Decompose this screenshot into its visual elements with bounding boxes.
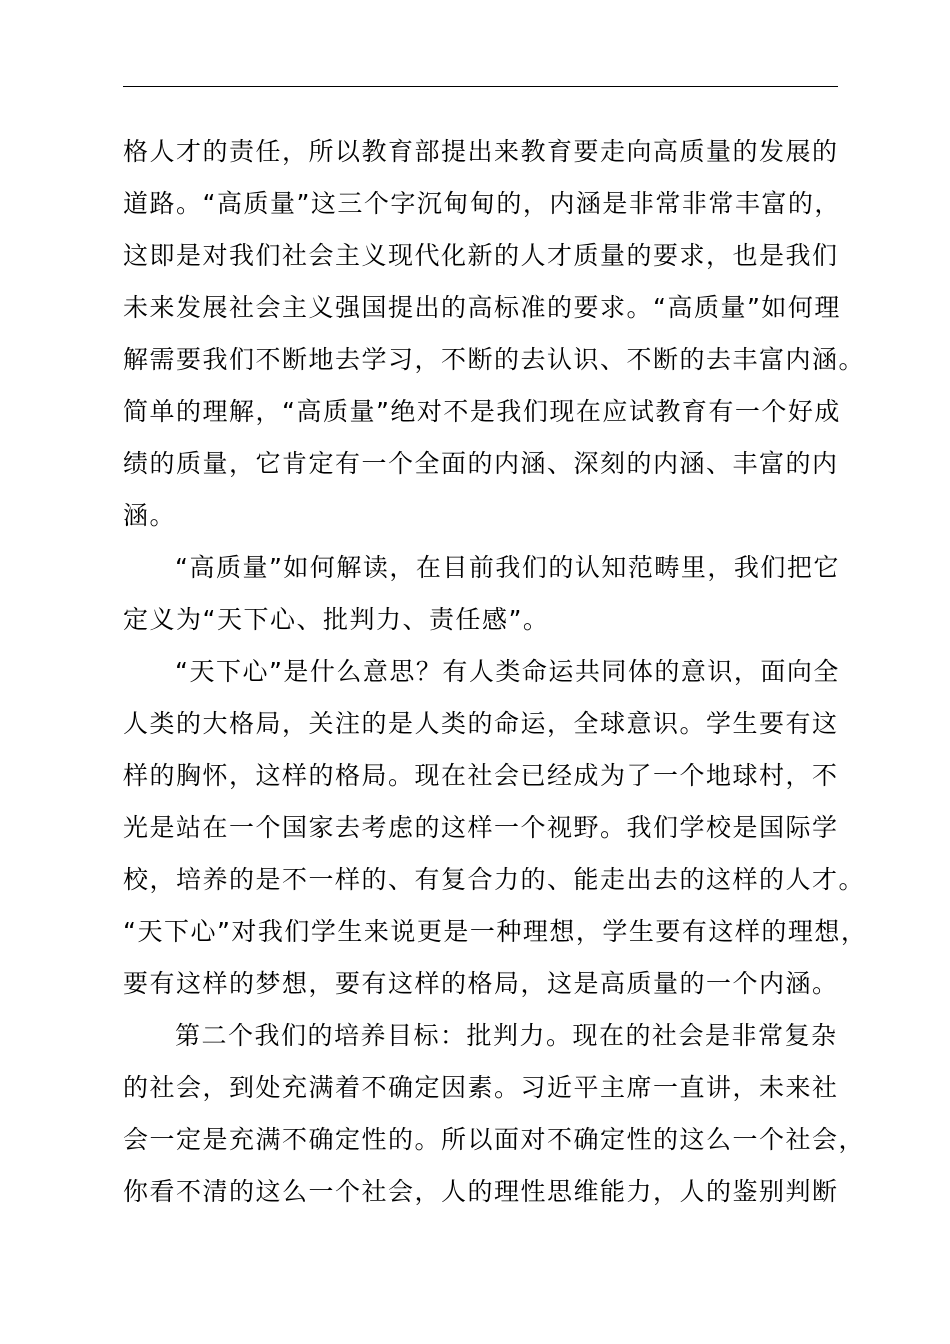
text-line: 人类的大格局，关注的是人类的命运，全球意识。学生要有这 (123, 709, 839, 738)
text-line: 格人才的责任，所以教育部提出来教育要走向高质量的发展的 (123, 137, 839, 166)
text-line: 会一定是充满不确定性的。所以面对不确定性的这么一个社会， (123, 1125, 866, 1154)
text-line: 的社会，到处充满着不确定因素。习近平主席一直讲，未来社 (123, 1073, 839, 1102)
text-line: 光是站在一个国家去考虑的这样一个视野。我们学校是国际学 (123, 813, 839, 842)
text-line: 样的胸怀，这样的格局。现在社会已经成为了一个地球村，不 (123, 761, 839, 790)
text-line: 定义为“天下心、批判力、责任感”。 (123, 605, 550, 634)
text-line: 第二个我们的培养目标：批判力。现在的社会是非常复杂 (175, 1021, 838, 1050)
text-line: 涵。 (123, 501, 177, 530)
text-line: 道路。“高质量”这三个字沉甸甸的，内涵是非常非常丰富的， (123, 189, 841, 218)
text-line: 解需要我们不断地去学习，不断的去认识、不断的去丰富内涵。 (123, 345, 866, 374)
text-line: “高质量”如何解读，在目前我们的认知范畴里，我们把它 (175, 553, 840, 582)
text-line: “天下心”对我们学生来说更是一种理想，学生要有这样的理想， (123, 917, 868, 946)
text-line: 这即是对我们社会主义现代化新的人才质量的要求，也是我们 (123, 241, 839, 270)
text-line: 校，培养的是不一样的、有复合力的、能走出去的这样的人才。 (123, 865, 866, 894)
text-line: 简单的理解，“高质量”绝对不是我们现在应试教育有一个好成 (123, 397, 841, 426)
text-line: 绩的质量，它肯定有一个全面的内涵、深刻的内涵、丰富的内 (123, 449, 839, 478)
text-line: 未来发展社会主义强国提出的高标准的要求。“高质量”如何理 (123, 293, 841, 322)
header-rule (123, 86, 838, 87)
text-line: “天下心”是什么意思？有人类命运共同体的意识，面向全 (175, 657, 840, 686)
text-line: 你看不清的这么一个社会，人的理性思维能力，人的鉴别判断 (123, 1177, 839, 1206)
text-line: 要有这样的梦想，要有这样的格局，这是高质量的一个内涵。 (123, 969, 839, 998)
